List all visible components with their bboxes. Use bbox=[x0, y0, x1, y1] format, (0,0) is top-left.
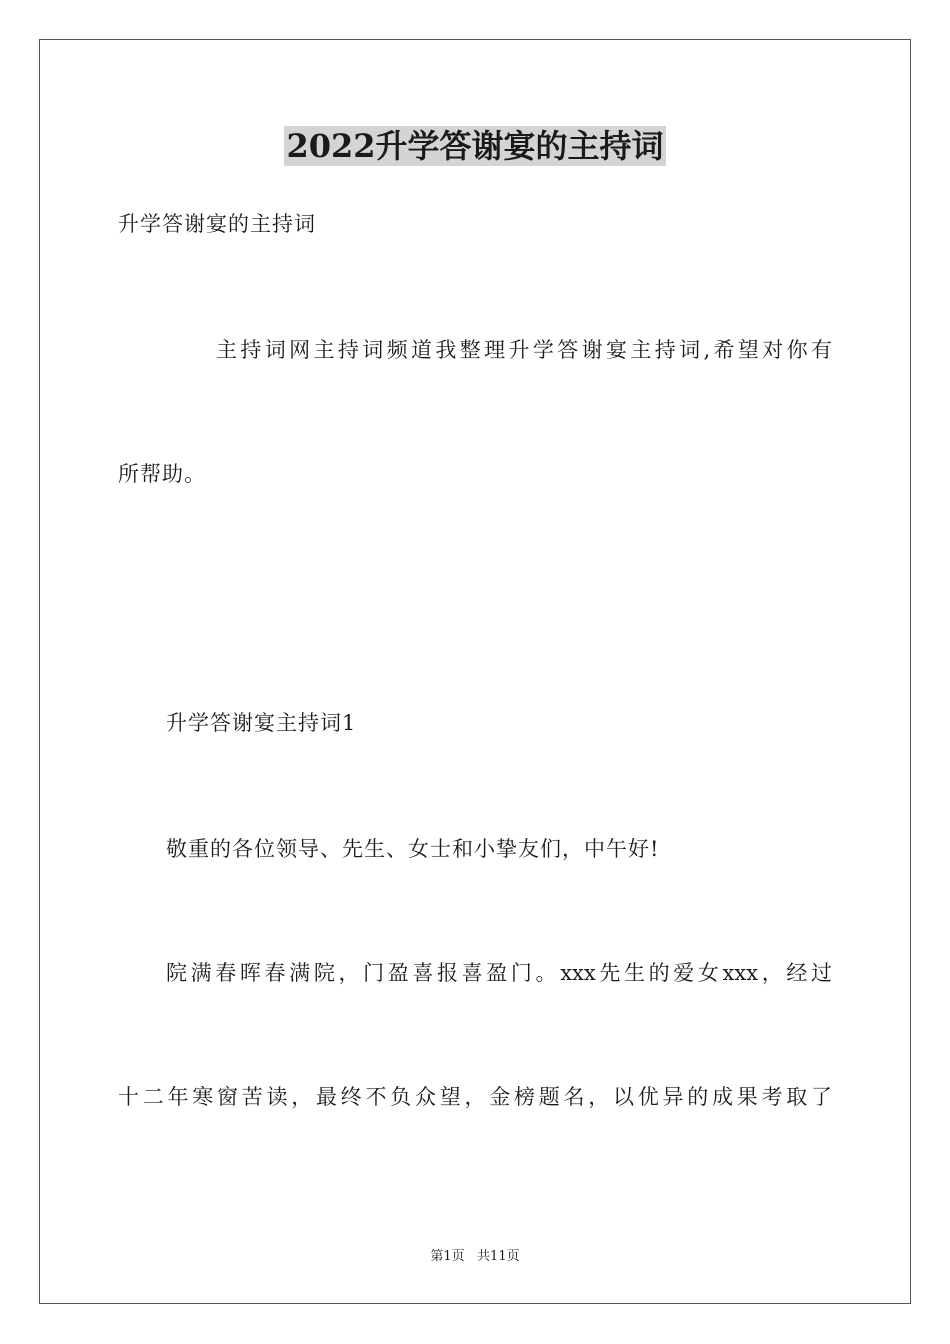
page-footer: 第1页 共11页 bbox=[430, 1249, 520, 1264]
intro-line-1: 主持词网主持词频道我整理升学答谢宴主持词,希望对你有 bbox=[216, 338, 832, 362]
document-subtitle: 升学答谢宴的主持词 bbox=[118, 212, 316, 236]
paragraph-line-2: 十二年寒窗苦读，最终不负众望，金榜题名，以优异的成果考取了 bbox=[118, 1085, 832, 1109]
greeting-line: 敬重的各位领导、先生、女士和小挚友们，中午好! bbox=[166, 837, 660, 861]
title-container bbox=[0, 126, 950, 166]
document-title: 2022升学答谢宴的主持词 bbox=[286, 127, 664, 165]
intro-line-2: 所帮助。 bbox=[118, 462, 206, 486]
paragraph-line-1: 院满春晖春满院，门盈喜报喜盈门。xxx先生的爱女xxx，经过 bbox=[166, 961, 832, 985]
section-heading: 升学答谢宴主持词1 bbox=[166, 711, 357, 735]
